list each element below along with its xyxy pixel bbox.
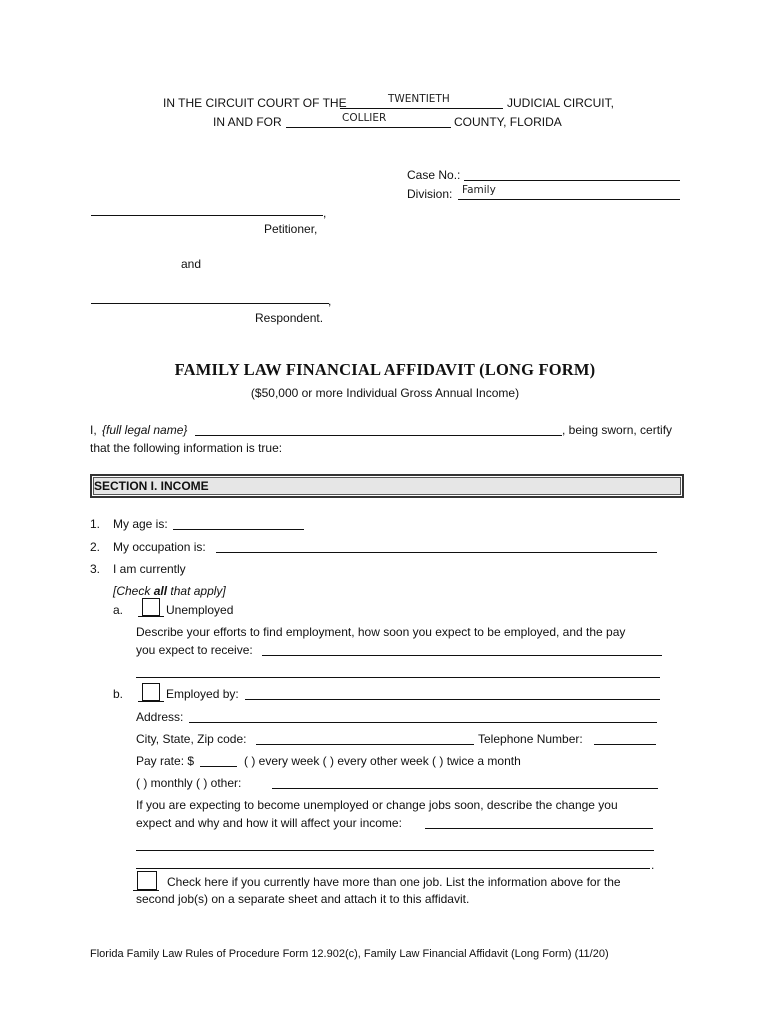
circuit-field-line[interactable] [340,108,503,109]
and-label: and [181,257,202,271]
respondent-name-field[interactable] [91,303,329,304]
item-number: 2. [90,540,101,554]
occupation-field[interactable] [216,552,657,553]
job-change-period: . [651,858,655,872]
petitioner-label: Petitioner, [264,222,318,236]
county-suffix: COUNTY, FLORIDA [454,115,562,129]
case-no-field[interactable] [464,180,680,181]
occupation-label: My occupation is: [113,540,206,554]
county-field-line[interactable] [286,127,451,128]
pay-rate-field[interactable] [200,766,237,767]
circuit-field-value[interactable]: TWENTIETH [388,93,450,105]
job-change-field-2[interactable] [136,850,654,851]
intro-prefix: I, [90,423,97,437]
petitioner-comma: , [323,206,327,220]
county-prefix: IN AND FOR [213,115,282,129]
respondent-comma: , [328,294,332,308]
intro-line-2: that the following information is true: [90,441,283,455]
intro-italic-hint: {full legal name} [102,423,188,437]
pay-frequency-options-1[interactable]: ( ) every week ( ) every other week ( ) twice a month [244,754,521,768]
describe-line-2: you expect to receive: [136,643,253,657]
employer-field[interactable] [245,699,660,700]
telephone-label: Telephone Number: [478,732,583,746]
pay-frequency-options-2[interactable]: ( ) monthly ( ) other: [136,776,242,790]
item-number: 1. [90,517,101,531]
employment-efforts-field[interactable] [262,655,662,656]
city-state-zip-label: City, State, Zip code: [136,732,247,746]
section-title: SECTION I. INCOME [94,479,209,493]
address-label: Address: [136,710,184,724]
petitioner-name-field[interactable] [91,215,323,216]
job-change-line-2: expect and why and how it will affect your income: [136,816,402,830]
respondent-label: Respondent. [255,311,324,325]
division-field-value[interactable]: Family [462,184,496,196]
currently-label: I am currently [113,562,186,576]
age-field[interactable] [173,529,304,530]
multiple-jobs-line-1: Check here if you currently have more than one job. List the information above for the [167,875,621,889]
job-change-field[interactable] [425,828,653,829]
case-no-label: Case No.: [407,168,461,182]
age-label: My age is: [113,517,168,531]
division-field-line[interactable] [458,199,680,200]
city-state-zip-field[interactable] [256,744,474,745]
check-instruction: [Check all that apply] [113,584,226,598]
unemployed-label: Unemployed [166,603,234,617]
describe-line-1: Describe your efforts to find employment, how soon you expect to be employed, and the pay [136,625,626,639]
employed-by-label: Employed by: [166,687,239,701]
county-field-value[interactable]: COLLIER [342,112,387,124]
job-change-line-1: If you are expecting to become unemployed or change jobs soon, describe the change you [136,798,618,812]
form-title: FAMILY LAW FINANCIAL AFFIDAVIT (LONG FORM) [174,360,596,379]
court-suffix: JUDICIAL CIRCUIT, [507,96,614,110]
form-subtitle: ($50,000 or more Individual Gross Annual Income) [250,386,520,400]
unemployed-checkbox[interactable] [142,598,160,616]
pay-rate-label: Pay rate: $ [136,754,195,768]
employer-address-field[interactable] [189,722,657,723]
telephone-field[interactable] [594,744,656,745]
pay-other-field[interactable] [272,788,658,789]
division-label: Division: [407,187,453,201]
job-change-field-3[interactable] [136,868,650,869]
multiple-jobs-checkbox[interactable] [137,871,157,890]
option-letter-a: a. [113,603,124,617]
employed-checkbox[interactable] [142,683,160,701]
court-prefix: IN THE CIRCUIT COURT OF THE [163,96,347,110]
multiple-jobs-line-2: second job(s) on a separate sheet and attach it to this affidavit. [136,892,470,906]
form-footer: Florida Family Law Rules of Procedure Form 12.902(c), Family Law Financial Affidavit (Long Form) (11/20) [90,948,609,960]
intro-suffix: , being sworn, certify [562,423,673,437]
item-number: 3. [90,562,101,576]
full-legal-name-field[interactable] [195,435,562,436]
employment-efforts-field-2[interactable] [136,677,660,678]
section-header [90,474,684,498]
option-letter-b: b. [113,687,124,701]
